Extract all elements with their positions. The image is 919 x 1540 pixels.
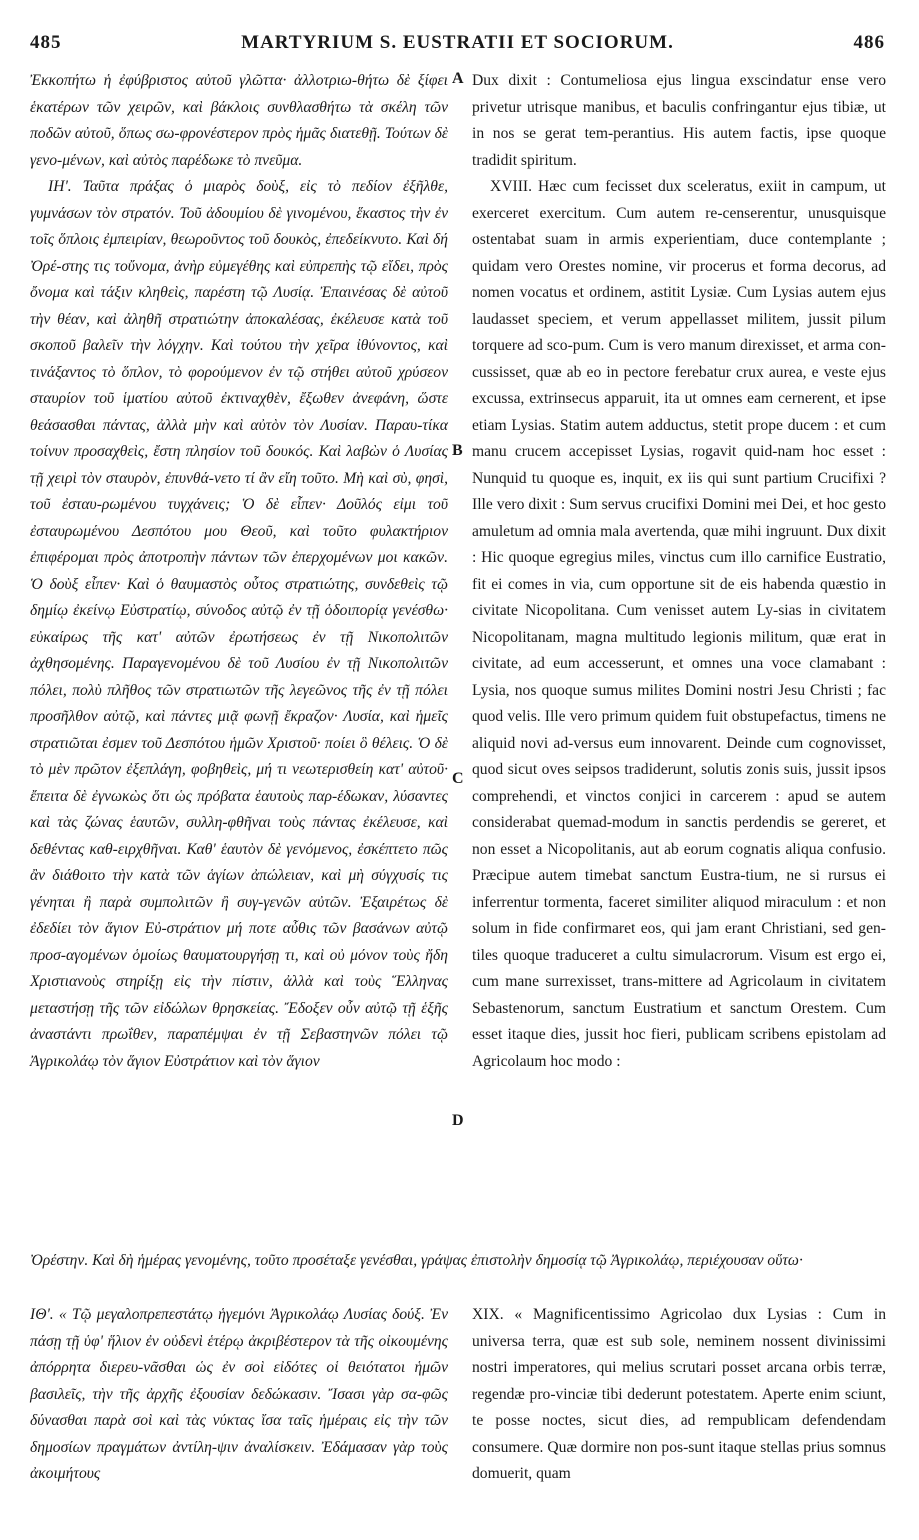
latin-paragraph-3: XIX. « Magnificentissimo Agricolao dux Lysias : Cum in universa terra, quæ est sub sole, neminem nossent divinissimi nostri imperatores, qui melius scrutari posset arcana orbis terræ, regendæ pro-vinciæ tibi dederunt potestatem. Aperte enim sciunt, te posse noctes, sicut dies, ad rempublicam defendendam consumere. Quæ dormire non pos-sunt itaque stellas prius somnus domuerit, quam — [472, 1306, 886, 1482]
page-number-left: 485 — [30, 32, 62, 53]
greek-lower-section — [30, 1302, 448, 1488]
margin-letter-b: B — [452, 442, 463, 459]
margin-letter-c: C — [452, 770, 464, 787]
greek-paragraph-1: Ἐκκοπήτω ἡ ἐφύβριστος αὐτοῦ γλῶττα· ἀλλοτριω-θήτω δὲ ξίφει ἑκατέρων τῶν χειρῶν, καὶ βάκλοις συνθλασθήτω τὰ σκέλη τῶν ποδῶν αὐτοῦ, ὅπως σω-φρονέστερον πρὸς ἡμᾶς διατεθῇ. Τούτων δὲ γενο-μένων, καὶ αὐτὸς παρέδωκε τὸ πνεῦμα. — [30, 72, 448, 169]
latin-paragraph-2: XVIII. Hæc cum fecisset dux sceleratus, exiit in campum, ut exerceret exercitum. Cum autem re-censerentur, unusquisque ostentabat suam in armis experientiam, duce contemplante ; quidam vero Orestes nomine, vir procerus et forma decorus, ad nomen vocatus et ordinem, astitit Lysiæ. Cum Lysias autem ejus laudasset speciem, et verum appellasset militem, jussit pilum torquere ad sco-pum. Cum is vero manum direxisset, et arma con-cussisset, quæ ab eo in pectore ferebatur crux aurea, e veste ejus excussa, extrinsecus apparuit, ita ut omnes eam cernerent, et ipse etiam Lysias. Statim autem adductus, stetit prope ducem : et cum manu crucem accepisset Lysias, rogavit quid-nam hoc esset : Nunquid tu quoque es, inquit, ex iis qui sunt partium Crucifixi ? Ille vero dixit : Sum servus crucifixi Domini mei Dei, et hoc gesto amuletum ad omnia mala avertenda, quæ mihi ingruunt. Dux dixit : Hic quoque egregius miles, vinctus cum illo carnifice Eustratio, fit ei comes in via, cum opportune sit de eis habenda quæstio in civitate Nicopolitana. Cum venisset autem Ly-sias in civitatem Nicopolitanam, magna multitudo legionis militum, quæ erat in civitate, ad eum accesserunt, et omnes una voce clamabant : Lysia, nos quoque sumus milites Domini nostri Jesu Christi ; fac quod velis. Ille vero primum quidem fuit obstupefactus, timens ne aliquid novi ad-versus eum innovarent. Deinde cum cognovisset, quod sicut oves seipsos tradiderunt, solutis zonis suis, jussit ipsos comprehendi, et vinctos conjici in carcerem : apud se autem considerabat quemad-modum in sanctis perdendis se gereret, et non esset a Nicopolitanis, aut ab eorum cognatis aliqua confusio. Præcipue autem timebat sanctum Eustra-tium, ne si rursus ei inferrentur tormenta, faceret similiter aliquod miraculum : et non solum in fide confirmaret eos, qui jam erant Christiani, sed gen-tiles quoque traduceret a cultu simulacrorum. Visum est ergo ei, cum mane surrexisset, trans-mittere ad Agricolaum in civitatem Sebastenorum, sanctum Eustratium et sanctum Orestem. Cum esset itaque dies, jussit hoc fieri, publicam scribens epistolam ad Agricolaum hoc modo : — [472, 178, 886, 1070]
latin-lower-section — [472, 1302, 886, 1488]
latin-column — [472, 68, 886, 1075]
full-width-line: Ὀρέστην. Καὶ δὴ ἡμέρας γενομένης, τοῦτο προσέταξε γενέσθαι, γράψας ἐπιστολὴν δημοσίᾳ τῷ Ἀγρικολάῳ, περιέχουσαν οὕτω· — [30, 1252, 803, 1269]
page-header — [30, 20, 885, 58]
margin-letter-a: A — [452, 70, 464, 87]
greek-paragraph-3: ΙΘ'. « Τῷ μεγαλοπρεπεστάτῳ ἡγεμόνι Ἀγρικολάῳ Λυσίας δούξ. Ἐν πάσῃ τῇ ὑφ' ἥλιον ἐν οὐδενὶ ἑτέρῳ ἀκριβέστερον τὰ τῆς οἰκουμένης ἀπόρρητα διερευ-νᾶσθαι ὡς ἐν σοὶ εἰδότες οἱ θειότατοι ἡμῶν βασιλεῖς, τὴν τῆς ἀρχῆς ἐξουσίαν δεδώκασιν. Ἴσασι γὰρ σα-φῶς δύνασθαι παρὰ σοὶ καὶ τὰς νύκτας ἴσα ταῖς ἡμέραις εἰς τὴν τῶν δημοσίων πραγμάτων ἀντίλη-ψιν ἀναλίσκειν. Ἐδάμασαν γὰρ τοὺς ἀκοιμήτους — [30, 1306, 448, 1482]
margin-letter-d: D — [452, 1112, 464, 1129]
latin-paragraph-1: Dux dixit : Contumeliosa ejus lingua exscindatur ense vero privetur utrisque manibus, et baculis confringantur ejus tibiæ, ut in nos se gerat tem-perantius. His autem factis, ipse quoque tradidit spiritum. — [472, 72, 886, 169]
page-number-right: 486 — [853, 32, 885, 53]
greek-column — [30, 68, 448, 1075]
running-title: MARTYRIUM S. EUSTRATII ET SOCIORUM. — [241, 32, 674, 53]
greek-paragraph-2: ΙΗ'. Ταῦτα πράξας ὁ μιαρὸς δοὺξ, εἰς τὸ πεδίον ἐξῆλθε, γυμνάσων τὸν στρατόν. Τοῦ ἀδουμίου δὲ γινομένου, ἕκαστος τὴν ἐν τοῖς ὅπλοις ἐμπειρίαν, θεωροῦντος τοῦ δουκὸς, ἐπεδείκνυτο. Καὶ δή Ὀρέ-στης τις τοὔνομα, ἀνὴρ εὐμεγέθης καὶ εὐπρεπὴς τῷ εἴδει, πρὸς ὄνομα καὶ τάξιν κληθεὶς, παρέστη τῷ Λυσίᾳ. Ἐπαινέσας δὲ αὐτοῦ τὴν θέαν, καὶ ἀληθῆ στρατιώτην ἀποκαλέσας, ἐκέλευσε κατὰ τοῦ σκοποῦ βαλεῖν τὴν λόγχην. Καὶ τούτου τὴν χεῖρα ἰθύνοντος, καὶ τινάξαντος τὸ ὅπλον, τὸ φορούμενον ἐν τῷ στήθει αὐτοῦ χρύσεον σταυρίον τοῦ ἱματίου αὐτοῦ ἐκτιναχθὲν, ἔξωθεν ἀνεφάνη, ὥστε θεάσασθαι πάντας, ἀλλὰ μὴν καὶ αὐτὸν τὸν Λυσίαν. Παραυ-τίκα τοίνυν προσαχθεὶς, ἔστη πλησίον τοῦ δουκός. Καὶ λαβὼν ὁ Λυσίας τῇ χειρὶ τὸν σταυρὸν, ἐπυνθά-νετο τί ἂν εἴη τοῦτο. Μὴ καὶ σὺ, φησὶ, τοῦ ἐσταυ-ρωμένου τυγχάνεις; Ὁ δὲ εἶπεν· Δοῦλός εἰμι τοῦ ἐσταυρωμένου Δεσπότου μου Θεοῦ, καὶ τοῦτο φυλακτήριον ἐπιφέρομαι πρὸς ἀποτροπὴν πάντων τῶν ἐπερχομένων μοι κακῶν. Ὁ δοὺξ εἶπεν· Καὶ ὁ θαυμαστὸς οὗτος στρατιώτης, συνδεθεὶς τῷ δημίῳ ἐκείνῳ Εὐστρατίῳ, σύνοδος αὐτῷ ἐν τῇ ὁδοιπορίᾳ γενέσθω· εὐκαίρως τῆς κατ' αὐτῶν ἐρωτήσεως ἐν τῇ Νικοπολιτῶν ἀχθησομένης. Παραγενομένου δὲ τοῦ Λυσίου ἐν τῇ Νικοπολιτῶν πόλει, πολὺ πλῆθος τῶν στρατιωτῶν τῆς λεγεῶνος τῆς ἐν τῇ πόλει προσῆλθον αὐτῷ, καὶ πάντες μιᾷ φωνῇ ἔκραζον· Λυσία, καὶ ἡμεῖς στρατιῶται ἐσμεν τοῦ Δεσπότου ἡμῶν Χριστοῦ· ποίει ὃ θέλεις. Ὁ δὲ τὸ μὲν πρῶτον ἐξεπλάγη, φοβηθεὶς, μή τι νεωτερισθείη κατ' αὐτοῦ· ἔπειτα δὲ ἐγνωκὼς ὅτι ὡς πρόβατα ἑαυτοὺς παρ-έδωκαν, λύσαντες καὶ τὰς ζώνας ἑαυτῶν, συλλη-φθῆναι τοὺς πάντας ἐκέλευσε, καὶ δεθέντας καθ-ειρχθῆναι. Καθ' ἑαυτὸν δὲ γενόμενος, ἐσκέπτετο πῶς ἂν διάθοιτο τὴν κατὰ τῶν ἁγίων ἀπώλειαν, καὶ μὴ σύγχυσίς τις γένηται ἢ παρὰ συμπολιτῶν ἢ συγ-γενῶν αὐτῶν. Ἐξαιρέτως δὲ ἐδεδίει τὸν ἅγιον Εὐ-στράτιον μή ποτε αὖθις τῶν βασάνων αὐτῷ προσ-αγομένων ὁμοίως θαυματουργήσῃ τι, καὶ οὐ μόνον τοὺς ἤδη Χριστιανοὺς στηρίξῃ εἰς τὴν πίστιν, ἀλλὰ καὶ τοὺς Ἕλληνας μεταστήσῃ τῆς τῶν εἰδώλων θρησκείας. Ἔδοξεν οὖν αὐτῷ τῇ ἑξῆς ἀναστάντι πρωΐθεν, παραπέμψαι ἐν τῇ Σεβαστηνῶν πόλει τῷ Ἀγρικολάῳ τὸν ἅγιον Εὐστράτιον καὶ τὸν ἅγιον — [30, 178, 448, 1070]
